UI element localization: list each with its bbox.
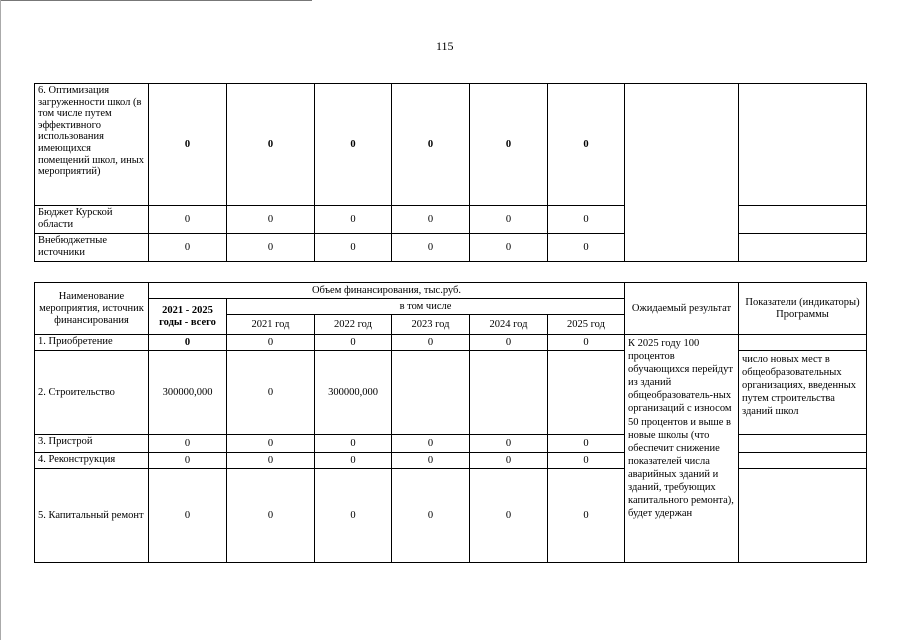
cell-2022: 300000,000 [315, 351, 392, 435]
table-row [35, 206, 867, 234]
header-year: 2023 год [392, 315, 470, 335]
table-row [35, 335, 867, 351]
cell-2024: 0 [470, 234, 548, 262]
cell-2024: 0 [470, 453, 548, 469]
cell-2024: 0 [470, 206, 548, 234]
row-label: Внебюджетные источники [35, 234, 149, 262]
cell-2025 [548, 351, 625, 435]
table-row [35, 453, 867, 469]
expected-result-cell [625, 84, 739, 262]
row-label: 2. Строительство [35, 351, 149, 435]
funding-table-main [34, 282, 867, 563]
header-total: 2021 - 2025 годы - всего [149, 299, 227, 335]
header-row [35, 283, 867, 299]
cell-2023 [392, 351, 470, 435]
cell-2023: 0 [392, 84, 470, 206]
cell-total: 0 [149, 435, 227, 453]
row-label: Бюджет Курской области [35, 206, 149, 234]
cell-total: 0 [149, 234, 227, 262]
indicator-cell [739, 206, 867, 234]
table-row [35, 435, 867, 453]
header-name: Наименование мероприятия, источник финансирования [35, 283, 149, 335]
cell-2022: 0 [315, 234, 392, 262]
cell-2024: 0 [470, 335, 548, 351]
header-year: 2021 год [227, 315, 315, 335]
indicator-cell [739, 453, 867, 469]
cell-2025: 0 [548, 206, 625, 234]
row-label: 1. Приобретение [35, 335, 149, 351]
cell-2021: 0 [227, 206, 315, 234]
table-row [35, 469, 867, 563]
cell-total: 300000,000 [149, 351, 227, 435]
row-label: 5. Капитальный ремонт [35, 469, 149, 563]
cell-total: 0 [149, 453, 227, 469]
cell-total: 0 [149, 335, 227, 351]
header-year: 2022 год [315, 315, 392, 335]
cell-2025: 0 [548, 234, 625, 262]
cell-2025: 0 [548, 435, 625, 453]
cell-2023: 0 [392, 453, 470, 469]
cell-2022: 0 [315, 435, 392, 453]
cell-total: 0 [149, 206, 227, 234]
cell-total: 0 [149, 84, 227, 206]
expected-result-text: К 2025 году 100 процентов обучающихся перейдут из зданий общеобразователь-ных организаций с износом 50 процентов и выше в новые школы (что обеспечит снижение показателей числа аварийных зданий и зданий, требующих капитального ремонта), будет удержан [625, 335, 739, 563]
indicator-cell [739, 469, 867, 563]
cell-2024: 0 [470, 469, 548, 563]
table-row [35, 234, 867, 262]
header-indicators: Показатели (индикаторы) Программы [739, 283, 867, 335]
header-funding: Объем финансирования, тыс.руб. [149, 283, 625, 299]
cell-2024: 0 [470, 435, 548, 453]
cell-2021: 0 [227, 469, 315, 563]
cell-2021: 0 [227, 453, 315, 469]
cell-2025: 0 [548, 84, 625, 206]
row-label: 4. Реконструкция [35, 453, 149, 469]
cell-2021: 0 [227, 84, 315, 206]
cell-2021: 0 [227, 335, 315, 351]
indicator-text: число новых мест в общеобразовательных организациях, введенных путем строительства зданий школ [739, 351, 867, 435]
cell-2022: 0 [315, 453, 392, 469]
cell-2022: 0 [315, 469, 392, 563]
table-row [35, 351, 867, 435]
cell-2025: 0 [548, 469, 625, 563]
indicator-cell [739, 84, 867, 206]
cell-2024: 0 [470, 84, 548, 206]
cell-2025: 0 [548, 453, 625, 469]
header-year: 2025 год [548, 315, 625, 335]
cell-2025: 0 [548, 335, 625, 351]
cell-2023: 0 [392, 234, 470, 262]
row-label: 6. Оптимизация загруженности школ (в том числе путем эффективного использования имеющихся помещений школ, иных мероприятий) [35, 84, 149, 206]
funding-table-top [34, 83, 867, 262]
cell-2023: 0 [392, 435, 470, 453]
row-label: 3. Пристрой [35, 435, 149, 453]
cell-2021: 0 [227, 435, 315, 453]
cell-2024 [470, 351, 548, 435]
indicator-cell [739, 234, 867, 262]
page-edge-top [0, 0, 312, 1]
header-year: 2024 год [470, 315, 548, 335]
cell-2022: 0 [315, 206, 392, 234]
header-including: в том числе [227, 299, 625, 315]
cell-2022: 0 [315, 335, 392, 351]
cell-2023: 0 [392, 206, 470, 234]
cell-2023: 0 [392, 335, 470, 351]
indicator-cell [739, 435, 867, 453]
indicator-cell [739, 335, 867, 351]
cell-2022: 0 [315, 84, 392, 206]
cell-2021: 0 [227, 234, 315, 262]
cell-2021: 0 [227, 351, 315, 435]
page-edge-left [0, 0, 1, 640]
header-result: Ожидаемый результат [625, 283, 739, 335]
table-row [35, 84, 867, 206]
cell-2023: 0 [392, 469, 470, 563]
cell-total: 0 [149, 469, 227, 563]
page-number: 115 [436, 39, 454, 53]
